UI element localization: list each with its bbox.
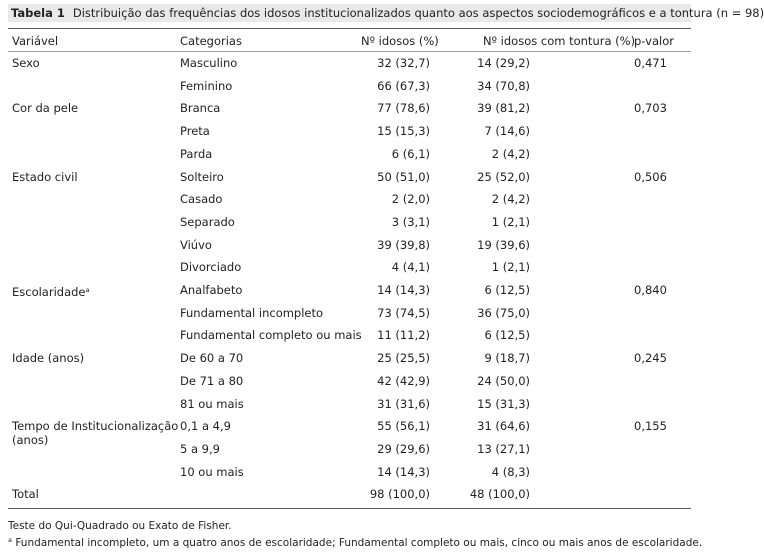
row-pvalue: 0,506 xyxy=(634,170,667,184)
row-elderly: 11 (11,2) xyxy=(377,328,430,342)
row-category: De 71 a 80 xyxy=(180,374,244,388)
row-elderly: 77 (78,6) xyxy=(377,101,430,115)
row-category: Preta xyxy=(180,124,210,138)
row-category: Branca xyxy=(180,101,221,115)
row-elderly: 32 (32,7) xyxy=(377,56,430,70)
row-elderly: 2 (2,0) xyxy=(391,192,430,206)
row-elderly: 3 (3,1) xyxy=(391,215,430,229)
row-elderly: 4 (4,1) xyxy=(391,260,430,274)
row-dizziness: 24 (50,0) xyxy=(477,374,530,388)
row-dizziness: 6 (12,5) xyxy=(484,328,530,342)
row-category: Solteiro xyxy=(180,170,224,184)
row-variable: Sexo xyxy=(12,56,40,70)
row-category: Feminino xyxy=(180,79,233,93)
row-dizziness: 2 (4,2) xyxy=(491,192,530,206)
row-dizziness: 13 (27,1) xyxy=(477,442,530,456)
row-category: Fundamental incompleto xyxy=(180,306,324,320)
row-dizziness: 36 (75,0) xyxy=(477,306,530,320)
row-category: Casado xyxy=(180,192,223,206)
row-category: De 60 a 70 xyxy=(180,351,244,365)
row-elderly: 15 (15,3) xyxy=(377,124,430,138)
row-elderly: 73 (74,5) xyxy=(377,306,430,320)
footnote-marker: a xyxy=(85,286,90,294)
row-category: 81 ou mais xyxy=(180,397,244,411)
row-variable: Tempo de Institucionalização xyxy=(12,419,179,433)
row-pvalue: 0,840 xyxy=(634,283,667,297)
table-caption xyxy=(8,4,764,22)
row-elderly: 98 (100,0) xyxy=(369,487,430,501)
row-dizziness: 2 (4,2) xyxy=(491,147,530,161)
row-dizziness: 34 (70,8) xyxy=(477,79,530,93)
footnote-a-marker: a xyxy=(8,536,12,544)
row-category: 5 a 9,9 xyxy=(180,442,220,456)
row-variable: Estado civil xyxy=(12,170,78,184)
row-pvalue: 0,703 xyxy=(634,101,667,115)
row-dizziness: 9 (18,7) xyxy=(484,351,530,365)
row-elderly: 14 (14,3) xyxy=(377,465,430,479)
row-dizziness: 7 (14,6) xyxy=(484,124,530,138)
row-variable-line2: (anos) xyxy=(12,433,49,447)
row-elderly: 29 (29,6) xyxy=(377,442,430,456)
row-variable: Total xyxy=(12,487,39,501)
row-elderly: 42 (42,9) xyxy=(377,374,430,388)
row-category: Fundamental completo ou mais xyxy=(180,328,362,342)
table-title: Distribuição das frequências dos idosos institucionalizados quanto aos aspectos sociodemográficos e a tontura (n = 98) xyxy=(72,6,764,20)
row-elderly: 25 (25,5) xyxy=(377,351,430,365)
header-pvalue: p-valor xyxy=(634,34,674,48)
header-elderly: Nº idosos (%) xyxy=(361,34,439,48)
row-elderly: 14 (14,3) xyxy=(377,283,430,297)
row-category: Viúvo xyxy=(180,238,212,252)
header-category: Categorias xyxy=(180,34,242,48)
row-category: Analfabeto xyxy=(180,283,243,297)
footnote-a xyxy=(8,534,702,550)
row-dizziness: 14 (29,2) xyxy=(477,56,530,70)
row-dizziness: 1 (2,1) xyxy=(491,260,530,274)
row-dizziness: 1 (2,1) xyxy=(491,215,530,229)
row-category: Masculino xyxy=(180,56,238,70)
row-variable: Cor da pele xyxy=(12,101,79,115)
row-elderly: 31 (31,6) xyxy=(377,397,430,411)
row-elderly: 55 (56,1) xyxy=(377,419,430,433)
footnote-test: Teste do Qui-Quadrado ou Exato de Fisher. xyxy=(8,520,232,532)
row-dizziness: 31 (64,6) xyxy=(477,419,530,433)
header-dizziness: Nº idosos com tontura (%) xyxy=(483,34,636,48)
row-dizziness: 6 (12,5) xyxy=(484,283,530,297)
row-elderly: 39 (39,8) xyxy=(377,238,430,252)
row-category: 0,1 a 4,9 xyxy=(180,419,231,433)
table-bottom-rule xyxy=(8,508,691,509)
row-dizziness: 15 (31,3) xyxy=(477,397,530,411)
row-pvalue: 0,471 xyxy=(634,56,667,70)
row-category: Divorciado xyxy=(180,260,242,274)
footnote-a-text: Fundamental incompleto, um a quatro anos de escolaridade; Fundamental completo ou mais, cinco ou mais anos de escolaridade. xyxy=(11,537,703,549)
row-dizziness: 19 (39,6) xyxy=(477,238,530,252)
row-variable xyxy=(12,283,90,299)
header-bottom-rule xyxy=(8,51,691,52)
row-dizziness: 39 (81,2) xyxy=(477,101,530,115)
row-category: Parda xyxy=(180,147,213,161)
row-pvalue: 0,245 xyxy=(634,351,667,365)
table-label: Tabela 1 xyxy=(11,6,65,20)
row-dizziness: 48 (100,0) xyxy=(469,487,530,501)
row-elderly: 6 (6,1) xyxy=(391,147,430,161)
row-variable: Idade (anos) xyxy=(12,351,85,365)
row-variable-label: Escolaridade xyxy=(12,285,86,299)
row-category: Separado xyxy=(180,215,235,229)
row-elderly: 66 (67,3) xyxy=(377,79,430,93)
row-category: 10 ou mais xyxy=(180,465,244,479)
row-dizziness: 4 (8,3) xyxy=(491,465,530,479)
header-variable: Variável xyxy=(12,34,59,48)
header-top-rule xyxy=(8,28,691,29)
row-elderly: 50 (51,0) xyxy=(377,170,430,184)
row-pvalue: 0,155 xyxy=(634,419,667,433)
row-dizziness: 25 (52,0) xyxy=(477,170,530,184)
